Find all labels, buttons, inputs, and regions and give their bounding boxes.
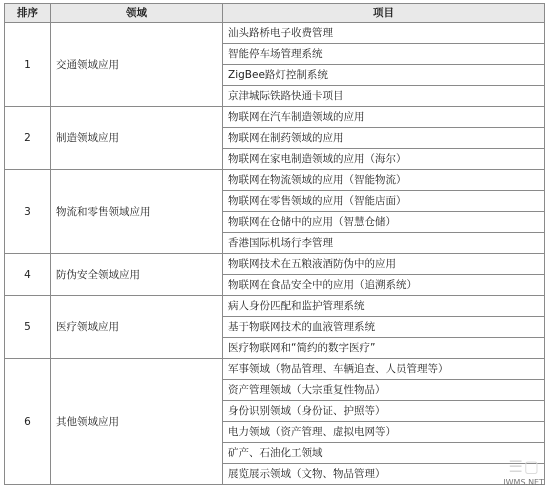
header-domain: 领域 (51, 4, 223, 23)
project-cell: 物联网在家电制造领域的应用（海尔） (223, 149, 545, 170)
project-cell: 京津城际铁路快通卡项目 (223, 86, 545, 107)
project-cell: 汕头路桥电子收费管理 (223, 23, 545, 44)
seq-cell: 3 (5, 170, 51, 254)
project-cell: 智能停车场管理系统 (223, 44, 545, 65)
project-cell: 军事领域（物品管理、车辆追查、人员管理等） (223, 359, 545, 380)
project-cell: 物联网技术在五粮液酒防伪中的应用 (223, 254, 545, 275)
table-body (5, 23, 545, 485)
project-cell: 物联网在零售领域的应用（智能店面） (223, 191, 545, 212)
project-cell: 资产管理领域（大宗重复性物品） (223, 380, 545, 401)
project-cell: ZigBee路灯控制系统 (223, 65, 545, 86)
project-cell: 物联网在食品安全中的应用（追溯系统） (223, 275, 545, 296)
seq-cell: 2 (5, 107, 51, 170)
domain-cell: 制造领域应用 (51, 107, 223, 170)
project-cell: 物联网在制药领域的应用 (223, 128, 545, 149)
project-cell: 物联网在物流领域的应用（智能物流） (223, 170, 545, 191)
project-cell: 香港国际机场行李管理 (223, 233, 545, 254)
header-project: 项目 (223, 4, 545, 23)
seq-cell: 4 (5, 254, 51, 296)
project-cell: 物联网在仓储中的应用（智慧仓储） (223, 212, 545, 233)
project-cell: 身份识别领域（身份证、护照等） (223, 401, 545, 422)
seq-cell: 5 (5, 296, 51, 359)
project-cell: 基于物联网技术的血液管理系统 (223, 317, 545, 338)
table-row (5, 296, 545, 317)
watermark (484, 457, 546, 487)
domain-cell: 医疗领域应用 (51, 296, 223, 359)
table-row (5, 170, 545, 191)
table-row (5, 254, 545, 275)
seq-cell: 1 (5, 23, 51, 107)
project-cell: 展览展示领域（文物、物品管理） (223, 464, 545, 485)
project-cell: 物联网在汽车制造领域的应用 (223, 107, 545, 128)
domain-cell: 交通领域应用 (51, 23, 223, 107)
watermark-logo-icon: ☰▢ (508, 457, 540, 476)
table-row (5, 107, 545, 128)
watermark-site: IWMS.NET (503, 478, 544, 487)
iot-applications-table (4, 3, 545, 485)
project-cell: 电力领域（资产管理、虚拟电网等） (223, 422, 545, 443)
project-cell: 病人身份匹配和监护管理系统 (223, 296, 545, 317)
project-cell: 医疗物联网和“简约的数字医疗” (223, 338, 545, 359)
project-cell: 矿产、石油化工领域 (223, 443, 545, 464)
header-seq: 排序 (5, 4, 51, 23)
table-row (5, 359, 545, 380)
domain-cell: 物流和零售领域应用 (51, 170, 223, 254)
table-row (5, 23, 545, 44)
domain-cell: 防伪安全领域应用 (51, 254, 223, 296)
seq-cell: 6 (5, 359, 51, 485)
header-row (5, 4, 545, 23)
domain-cell: 其他领域应用 (51, 359, 223, 485)
